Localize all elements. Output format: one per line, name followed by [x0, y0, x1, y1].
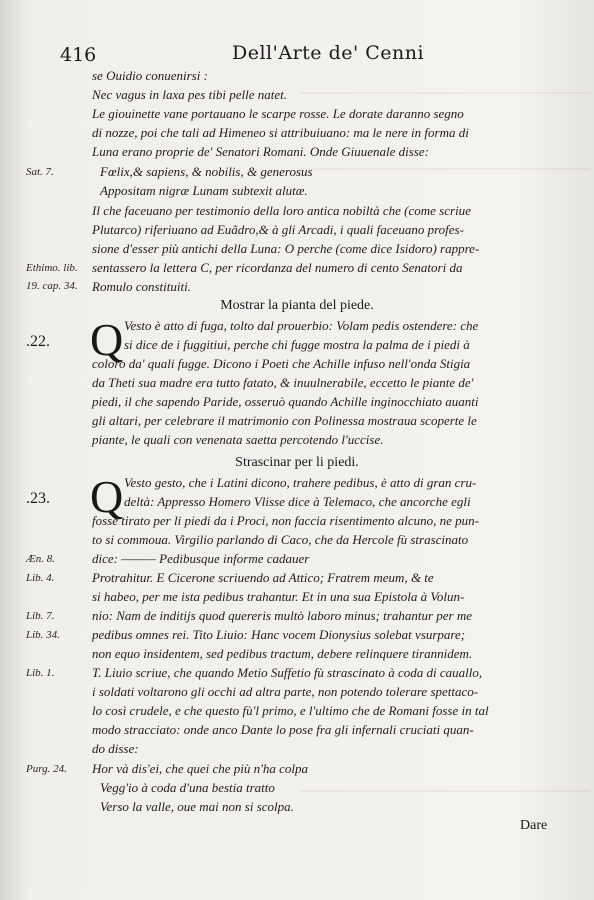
- margin-note: Ethimo. lib.: [26, 262, 78, 274]
- text-line: dice: ——— Pedibusque informe cadauer: [92, 551, 310, 566]
- text-line: Le giouinette vane portauano le scarpe rosse. Le dorate daranno segno: [92, 106, 464, 121]
- margin-note: Sat. 7.: [26, 166, 54, 178]
- margin-note: Lib. 7.: [26, 610, 55, 622]
- text-line: piedi, il che sapendo Paride, osseruò quando Achille inginocchiato auanti: [92, 394, 479, 409]
- text-line: lo così crudele, e che questo fù'l primo, e l'ultimo che de Romani fosse in tal: [92, 703, 489, 718]
- text-line: Plutarco) riferiuano ad Euãdro,& à gli Arcadi, i quali faceuano profes-: [92, 222, 464, 237]
- verse-line: Appositam nigræ Lunam subtexit alutæ.: [100, 183, 308, 198]
- page-number: 416: [60, 44, 97, 66]
- text-line: i soldati voltarono gli occhi ad altra parte, non potendo tolerare spettaco-: [92, 684, 479, 699]
- text-line: Vesto è atto di fuga, tolto dal prouerbio: Volam pedis ostendere: che: [124, 318, 479, 333]
- bleed-through-shade: [300, 168, 590, 170]
- text-line: si habeo, per me ista pedibus trahantur. Et in una sua Epistola à Volun-: [92, 589, 465, 604]
- text-line: sentassero la lettera C, per ricordanza del numero di cento Senatori da: [92, 260, 463, 275]
- margin-note: Lib. 4.: [26, 572, 55, 584]
- text-line: da Theti sua madre era tutto fatato, & inuulnerabile, eccetto le piante de': [92, 375, 474, 390]
- text-line: gli altari, per celebrare il matrimonio con Polinessa mostraua scoperte le: [92, 413, 477, 428]
- text-line: piante, le quali con venenata saetta percotendo l'uccise.: [92, 432, 384, 447]
- verse-line: Hor và dis'ei, che quei che più n'ha colpa: [92, 761, 309, 776]
- margin-note: Purg. 24.: [26, 763, 67, 775]
- verse-line: Fœlix,& sapiens, & nobilis, & generosus: [100, 164, 313, 179]
- verse-line: Vegg'io à coda d'una bestia tratto: [100, 780, 275, 795]
- margin-note: 19. cap. 34.: [26, 280, 78, 292]
- text-line: Vesto gesto, che i Latini dicono, trahere pedibus, è atto di gran cru-: [124, 475, 477, 490]
- margin-note: Lib. 34.: [26, 629, 60, 641]
- text-line: Protrahitur. E Cicerone scriuendo ad Attico; Fratrem meum, & te: [92, 570, 434, 585]
- text-line: se Ouidio conuenirsi :: [92, 68, 208, 83]
- text-line: to si commoua. Virgilio parlando di Caco, che da Hercole fù strascinato: [92, 532, 469, 547]
- verse-line: Verso la valle, oue mai non si scolpa.: [100, 799, 294, 814]
- bleed-through-shade: [300, 92, 590, 94]
- section-heading: Strascinar per li piedi.: [235, 455, 359, 470]
- catchword: Dare: [520, 818, 548, 833]
- drop-cap: Q: [90, 471, 124, 522]
- text-line: pedibus omnes rei. Tito Liuio: Hanc vocem Dionysius solebat vsurpare;: [92, 627, 466, 642]
- text-line: sione d'esser più antichi della Luna: O perche (come dice Isidoro) rappre-: [92, 241, 480, 256]
- text-line: T. Liuio scriue, che quando Metio Suffetio fù strascinato à coda di cauallo,: [92, 665, 483, 680]
- bleed-through-shade: [300, 790, 590, 792]
- text-line: Romulo constituiti.: [92, 279, 191, 294]
- text-line: modo stracciato: onde anco Dante lo pose fra gli infernali cruciati quan-: [92, 722, 474, 737]
- running-title: Dell'Arte de' Cenni: [232, 42, 425, 64]
- text-line: Luna erano proprie de' Senatori Romani. Onde Giuuenale disse:: [92, 144, 430, 159]
- text-line: si dice de i fuggitiui, perche chi fugge mostra la palma de i piedi à: [124, 337, 470, 352]
- text-line: Il che faceuano per testimonio della loro antica nobiltà che (come scriue: [92, 203, 471, 218]
- margin-note: Æn. 8.: [26, 553, 56, 565]
- section-number: .23.: [26, 490, 50, 507]
- text-line: do disse:: [92, 741, 139, 756]
- section-heading: Mostrar la pianta del piede.: [220, 298, 374, 313]
- section-number: .22.: [26, 333, 50, 350]
- text-line: di nozze, poi che tali ad Himeneo si attribuiuano: ma le nere in forma di: [92, 125, 469, 140]
- text-line: fosse tirato per li piedi da i Proci, non faccia risentimento alcuno, ne pun-: [92, 513, 479, 528]
- text-line: Nec vagus in laxa pes tibi pelle natet.: [92, 87, 287, 102]
- drop-cap: Q: [90, 314, 124, 365]
- text-line: coloro da' quali fugge. Dicono i Poeti che Achille infuso nell'onda Stigia: [92, 356, 471, 371]
- text-line: deltà: Appresso Homero Vlisse dice à Telemaco, che ancorche egli: [124, 494, 471, 509]
- text-line: non equo insidentem, sed pedibus tractum, debere relinquere tirannidem.: [92, 646, 473, 661]
- margin-note: Lib. 1.: [26, 667, 55, 679]
- text-line: nio: Nam de inditijs quod quereris multò laboro minus; trahantur per me: [92, 608, 473, 623]
